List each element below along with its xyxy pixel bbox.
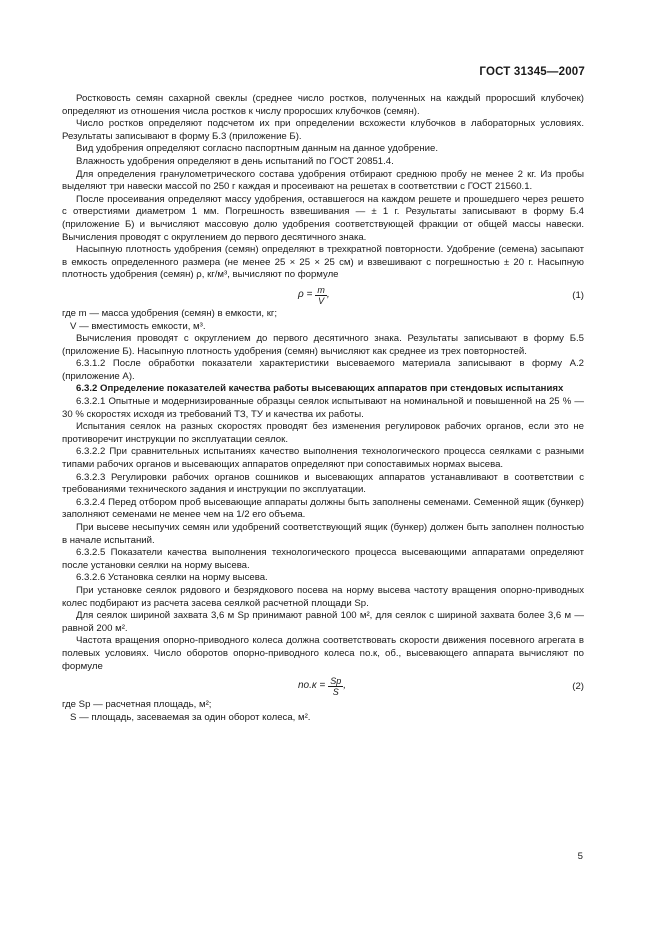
formula-lhs: nо.к = <box>298 680 326 692</box>
formula-tail: , <box>326 289 330 301</box>
section-title: Определение показателей качества работы высевающих аппаратов при стендовых испытаниях <box>100 383 564 395</box>
paragraph: 6.3.2.1 Опытные и модернизированные образцы сеялок испытывают на номинальной и повышенной на 25 % — 30 % скоростях исходя из требований ТЗ, ТУ и качества их работы. <box>62 396 584 420</box>
paragraph: 6.3.2.4 Перед отбором проб высевающие аппараты должны быть заполнены семенами. Семенной ящик (бункер) заполняют семенами не менее чем на 1/2 его объема. <box>62 496 584 521</box>
formula-fraction <box>328 676 343 697</box>
paragraph: 6.3.2.2 При сравнительных испытаниях качество выполнения технологического процесса сеялками с разными типами рабочих органов и высевающих аппаратов определяют при сопоставимых нормах высева. <box>62 446 584 471</box>
paragraph: Число ростков определяют подсчетом их при определении всхожести клубочков в лабораторных условиях. Результаты записывают в форму Б.3 (приложение Б). <box>62 118 584 142</box>
page-number: 5 <box>577 851 583 862</box>
where-line: где m — масса удобрения (семян) в емкости, кг; <box>62 307 278 319</box>
paragraph: Для определения гранулометрического состава удобрения отбирают среднюю пробу не менее 2 кг. Из пробы выделяют три навески массой по 250 г каждая и просеивают на решетах в соответствии с ГОСТ 21560.1. <box>62 168 584 193</box>
document-header: ГОСТ 31345—2007 <box>479 66 585 78</box>
paragraph: При установке сеялок рядового и безрядкового посева на норму высева частоту вращения опорно-приводных колес подбирают из расчета засева сеялкой расчетной площади Sр. <box>62 584 584 609</box>
paragraph: Влажность удобрения определяют в день испытаний по ГОСТ 20851.4. <box>76 155 394 167</box>
where-line: V — вместимость емкости, м³. <box>70 320 206 332</box>
paragraph: Вычисления проводят с округлением до первого десятичного знака. Результаты записывают в форму Б.5 (приложение Б). Насыпную плотность удобрения (семян) вычисляют как среднее из трех повторностей. <box>62 333 584 357</box>
formula-lhs: ρ = <box>298 289 313 301</box>
formula-numerator: Sр <box>330 676 342 687</box>
section-heading <box>62 383 584 396</box>
formula-1 <box>62 282 584 308</box>
formula-numerator: m <box>317 284 325 295</box>
paragraph: Насыпную плотность удобрения (семян) определяют в трехкратной повторности. Удобрение (семена) засыпают в емкость определенного размера (не менее 25 × 25 × 25 см) и взвешивают с погрешностью ± 20 г. Насыпную плотность удобрения (семян) ρ, кг/м³, вычисляют по формуле <box>62 244 584 281</box>
formula-number: (2) <box>572 681 584 693</box>
where-line: S — площадь, засеваемая за один оборот колеса, м². <box>70 711 311 723</box>
formula-denominator: V <box>318 295 325 306</box>
formula-expression <box>298 285 330 306</box>
paragraph: Вид удобрения определяют согласно паспортным данным на данное удобрение. <box>76 143 439 155</box>
paragraph: 6.3.2.5 Показатели качества выполнения технологического процесса высевающими аппаратами определяют после установки сеялки на норму высева. <box>62 547 584 571</box>
formula-number: (1) <box>572 289 584 301</box>
paragraph: Частота вращения опорно-приводного колеса должна соответствовать скорости движения посевного агрегата в полевых условиях. Число оборотов опорно-приводного колеса nо.к, об., высевающего аппарата вычисляют по формуле <box>62 635 584 672</box>
paragraph: После просеивания определяют массу удобрения, оставшегося на каждом решете и прошедшего через решето с отверстиями диаметром 1 мм. Погрешность взвешивания — ± 1 г. Результаты записывают в форму Б.4 (приложение Б) и вычисляют массовую долю удобрения соответствующей фракции от общей массы навески. Вычисления проводят с округлением до первого десятичного знака. <box>62 193 584 243</box>
formula-fraction <box>315 285 327 306</box>
where-line: где Sр — расчетная площадь, м²; <box>62 699 212 711</box>
section-number: 6.3.2 <box>76 383 98 395</box>
paragraph: 6.3.2.3 Регулировки рабочих органов сошников и высевающих аппаратов устанавливают в соответствии с требованиями технического задания и инструкции по эксплуатации. <box>62 471 584 496</box>
paragraph: Испытания сеялок на разных скоростях проводят без изменения регулировок рабочих органов, если это не противоречит инструкции по эксплуатации сеялок. <box>62 421 584 445</box>
paragraph: 6.3.1.2 После обработки показатели характеристики высеваемого материала записывают в форму А.2 (приложение А). <box>62 358 584 382</box>
formula-tail: , <box>343 680 347 692</box>
paragraph: Ростковость семян сахарной свеклы (среднее число ростков, полученных на каждый проросший клубочек) определяют из отношения числа ростков к числу проросших клубочков (семян). <box>62 93 584 117</box>
formula-denominator: S <box>332 687 339 698</box>
formula-2 <box>62 673 584 699</box>
paragraph: При высеве несыпучих семян или удобрений соответствующий ящик (бункер) должен быть заполнен полностью в начале испытаний. <box>62 522 584 546</box>
paragraph: 6.3.2.6 Установка сеялки на норму высева. <box>76 572 268 584</box>
document-body <box>62 93 584 724</box>
formula-expression <box>298 676 346 697</box>
paragraph: Для сеялок шириной захвата 3,6 м Sр принимают равной 100 м², для сеялок с шириной захвата более 3,6 м — равной 200 м². <box>62 610 584 634</box>
